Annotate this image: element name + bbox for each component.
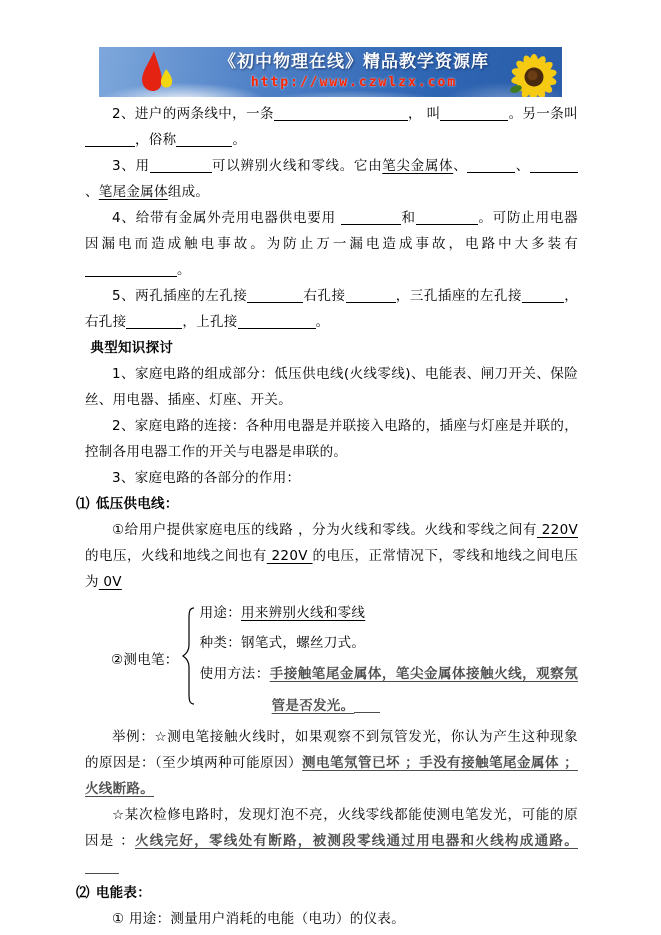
- sunflower-icon: [510, 51, 562, 97]
- blank-underline: [341, 209, 401, 225]
- supply-answer-220v-1: 220V: [536, 522, 578, 538]
- q5-text-4: ，右孔接: [85, 288, 579, 330]
- q4-text-3: 。可防止用电器因漏电而造成触电事故。为防止万一漏电造成事故，电路中大多装有: [85, 210, 578, 252]
- banner-title: 《初中物理在线》精品教学资源库: [219, 52, 489, 72]
- supply-answer-0v: 0V: [98, 574, 122, 590]
- q3-text-3: 、: [453, 158, 468, 174]
- pen-use-label: 用途：: [199, 605, 242, 621]
- banner-text-block: [189, 50, 519, 92]
- q4-text-4: 。: [177, 262, 191, 278]
- blank-underline: [467, 157, 515, 173]
- supply-answer-220v-2: 220V: [266, 548, 313, 564]
- blank-underline: [530, 157, 578, 173]
- q3-text-5: 、: [85, 184, 99, 200]
- knowledge-item-1: 1、家庭电路的组成部分：低压供电线(火线零线)、电能表、闸刀开关、保险丝、用电器、插座、灯座、开关。: [85, 366, 578, 408]
- q2-text-3: 。另一条叫: [508, 106, 578, 122]
- document-body: [76, 101, 579, 932]
- knowledge-item-2: 2、家庭电路的连接：各种用电器是并联接入电路的，插座与灯座是并联的，控制各用电器工作的开关与电器是串联的。: [85, 418, 578, 460]
- example-1-text: 举例：☆测电笔接触火线时，如果观察不到氖管发光，你认为产生这种现象的原因是：（至少填两种可能原因）: [85, 729, 578, 771]
- subsection-2-title: 电能表：: [95, 885, 152, 901]
- example-2-paragraph: [85, 802, 578, 880]
- blank-underline: [85, 261, 177, 277]
- blank-underline: [85, 131, 135, 147]
- curly-brace-icon: [181, 606, 196, 715]
- blank-underline: [346, 287, 396, 303]
- q3-answer-tail: 笔尾金属体: [98, 184, 168, 200]
- knowledge-item-3: 3、家庭电路的各部分的作用：: [112, 470, 301, 486]
- q4-text-2: 和: [401, 210, 416, 226]
- subsection-2-heading: [76, 880, 578, 906]
- pen-type-label: 种类：: [199, 635, 242, 651]
- q5-text-3: ，三孔插座的左孔接: [395, 288, 522, 304]
- blank-underline: [126, 313, 182, 329]
- example-1-answer: 测电笔氖管已坏 ；手没有接触笔尾金属体 ；火线断路。: [85, 755, 578, 797]
- subsection-1-title: 低压供电线：: [95, 496, 179, 512]
- q4-text-1: 4、给带有金属外壳用电器供电要用: [112, 210, 342, 226]
- question-2: [85, 101, 578, 153]
- q2-text-5: 。: [232, 132, 247, 148]
- pen-method-label: 使用方法：: [199, 666, 270, 682]
- q3-text-2: 可以辨别火线和零线。它由: [211, 158, 383, 174]
- question-5: [85, 283, 578, 335]
- pen-method-item: [200, 658, 578, 722]
- site-banner: [99, 47, 562, 97]
- meter-item-1: ① 用途：测量用户消耗的电能（电功）的仪表。: [112, 911, 405, 927]
- blank-underline: [274, 105, 408, 121]
- pen-type-item: [200, 628, 578, 658]
- example-1-paragraph: [85, 724, 578, 802]
- supply-text-2: 的电压，火线和地线之间也有: [85, 548, 267, 564]
- q3-text-6: 组成。: [167, 184, 210, 200]
- blank-underline: [176, 131, 232, 147]
- q5-text-1: 5、两孔插座的左孔接: [112, 288, 248, 304]
- blank-underline: [150, 157, 212, 173]
- section-heading: 典型知识探讨: [90, 340, 174, 356]
- q3-text-1: 3、用: [112, 158, 150, 174]
- subsection-1-heading: [76, 491, 578, 517]
- question-3: [85, 153, 578, 205]
- example-2-answer: 火线完好，零线处有断路，被测段零线通过用电器和火线构成通路。: [135, 833, 578, 849]
- subsection-1-label: ⑴: [76, 496, 90, 512]
- pen-type-text: 钢笔式，螺丝刀式。: [241, 635, 366, 651]
- test-pen-label: ②测电笔：: [111, 652, 179, 668]
- subsection-2-label: ⑵: [76, 885, 90, 901]
- q3-answer-tip: 笔尖金属体: [382, 158, 454, 174]
- q2-text-4: ，俗称: [135, 132, 177, 148]
- underline-tail: [85, 858, 119, 874]
- blank-underline: [440, 105, 508, 121]
- supply-text-3: 的电压，正常情况下，零线和地线之间电压为: [85, 548, 578, 590]
- pen-use-item: [200, 598, 578, 628]
- q5-text-2: 右孔接: [303, 288, 346, 304]
- q5-text-5: ，上孔接: [182, 314, 238, 330]
- pen-use-answer: 用来辨别火线和零线: [241, 605, 366, 621]
- blank-underline: [238, 313, 316, 329]
- banner-url: http://www.czwlzx.com: [250, 75, 458, 90]
- test-pen-section: [111, 598, 578, 722]
- supply-text-1: ①给用户提供家庭电压的线路 ，分为火线和零线。火线和零线之间有: [112, 522, 537, 538]
- supply-line-paragraph: [85, 517, 578, 595]
- q2-text-2: ， 叫: [407, 106, 441, 122]
- example-2-text: ☆某次检修电路时，发现灯泡不亮，火线零线都能使测电笔发光，可能的原因是 ：: [85, 807, 578, 849]
- logo-flame-icon: [133, 49, 177, 97]
- test-pen-items: [200, 598, 578, 722]
- blank-underline: [416, 209, 478, 225]
- q5-text-6: 。: [315, 314, 330, 330]
- blank-underline: [247, 287, 303, 303]
- pen-method-answer: 手接触笔尾金属体，笔尖金属体接触火线，观察氖管是否发光。: [269, 666, 579, 714]
- q3-text-4: 、: [515, 158, 530, 174]
- blank-underline: [522, 287, 564, 303]
- underline-tail: [354, 697, 380, 713]
- question-4: [85, 205, 578, 283]
- q2-text-1: 2、进户的两条线中，一条: [112, 106, 274, 122]
